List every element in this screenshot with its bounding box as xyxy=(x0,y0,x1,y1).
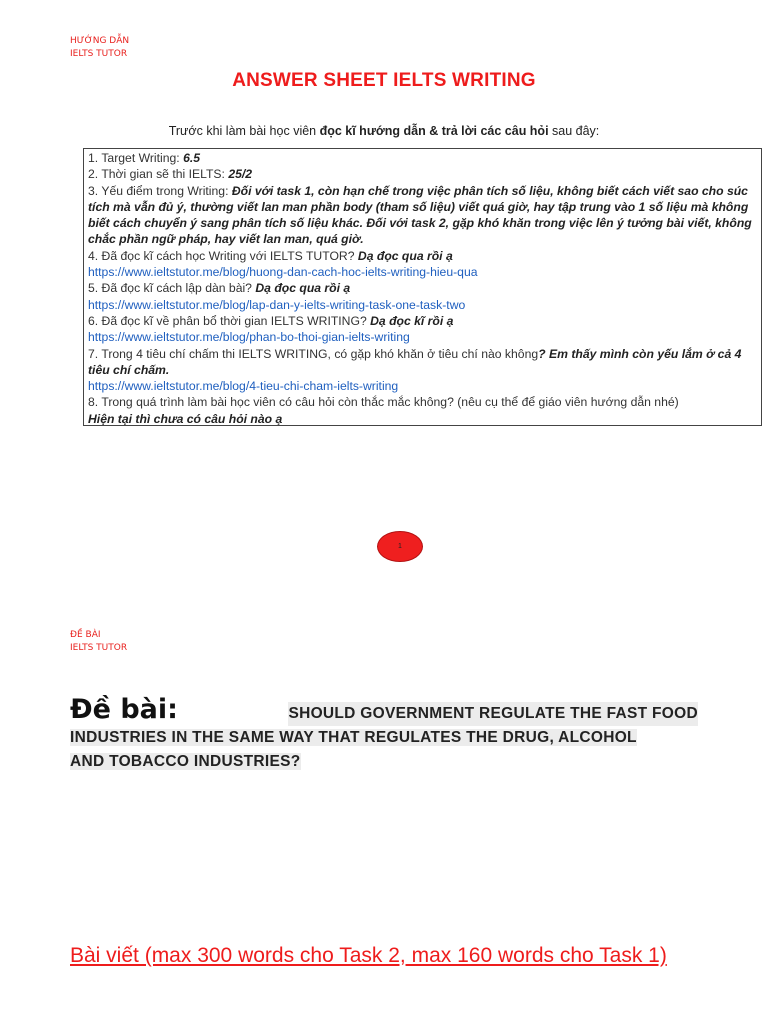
intro-post: sau đây: xyxy=(548,124,600,138)
qa-item-8 xyxy=(88,394,757,410)
topic-question-line1: SHOULD GOVERNMENT REGULATE THE FAST FOOD xyxy=(288,702,698,726)
header-topic-line1: ĐỀ BÀI xyxy=(70,630,101,640)
topic-question-line2: INDUSTRIES IN THE SAME WAY THAT REGULATES THE DRUG, ALCOHOL xyxy=(70,729,637,746)
link-writing-guide[interactable]: https://www.ieltstutor.me/blog/huong-dan-cach-hoc-ielts-writing-hieu-qua xyxy=(88,265,478,280)
question-4: 4. Đã đọc kĩ cách học Writing với IELTS TUTOR? xyxy=(88,248,358,263)
qa-item-2 xyxy=(88,166,757,182)
answer-3[interactable]: Đối với task 1, còn hạn chế trong việc phân tích số liệu, không biết cách viết sao cho súc tích mà vẫn đủ ý, thường viết lan man phần body (tham số liệu) viết quá giờ, hay tập trung vào 1 số liệu mà không biết cách chuyển ý sang phân tích số liệu khác. Đối với task 2, gặp khó khăn trong việc lên ý tưởng bài viết, không chắc phần ngữ pháp, hay viết lan man, quá giờ. xyxy=(88,183,752,247)
answer-4[interactable]: Dạ đọc qua rồi ạ xyxy=(357,248,453,263)
qa-box xyxy=(83,148,762,426)
topic-label: Đề bài: xyxy=(70,694,178,725)
topic-first-line xyxy=(70,694,698,726)
qa-item-1 xyxy=(88,150,757,166)
question-2: 2. Thời gian sẽ thi IELTS: xyxy=(88,167,229,182)
header-guide-line1: HƯỚNG DẪN xyxy=(70,36,130,46)
link-outline-guide[interactable]: https://www.ieltstutor.me/blog/lap-dan-y-ielts-writing-task-one-task-two xyxy=(88,297,466,312)
question-1: 1. Target Writing: xyxy=(88,151,184,165)
header-guide-line2: IELTS TUTOR xyxy=(70,49,128,59)
answer-8[interactable]: Hiện tại thì chưa có câu hỏi nào ạ xyxy=(88,411,283,426)
link-time-allocation[interactable]: https://www.ieltstutor.me/blog/phan-bo-thoi-gian-ielts-writing xyxy=(88,330,410,345)
essay-heading: Bài viết (max 300 words cho Task 2, max 160 words cho Task 1) xyxy=(70,944,667,967)
answer-7[interactable]: ? Em thấy mình còn yếu lắm ở cả 4 tiêu chí chấm. xyxy=(88,346,742,377)
answer-5[interactable]: Dạ đọc qua rồi ạ xyxy=(255,281,351,296)
qa-item-4 xyxy=(88,248,757,264)
answer-6[interactable]: Dạ đọc kĩ rồi ạ xyxy=(370,313,454,328)
topic-question-line3: AND TOBACCO INDUSTRIES? xyxy=(70,753,301,770)
qa-item-7 xyxy=(88,346,757,379)
answer-1[interactable]: 6.5 xyxy=(183,151,201,165)
header-topic-label xyxy=(70,629,127,655)
link-scoring-criteria[interactable]: https://www.ieltstutor.me/blog/4-tieu-chi-cham-ielts-writing xyxy=(88,379,399,394)
question-7: 7. Trong 4 tiêu chí chấm thi IELTS WRITING, có gặp khó khăn ở tiêu chí nào không xyxy=(88,346,539,361)
intro-bold: đọc kĩ hướng dẫn & trả lời các câu hỏi xyxy=(319,124,549,138)
topic-section xyxy=(70,694,698,774)
qa-item-6 xyxy=(88,313,757,329)
question-6: 6. Đã đọc kĩ về phân bổ thời gian IELTS WRITING? xyxy=(88,313,371,328)
header-guide-label xyxy=(70,35,129,61)
header-topic-line2: IELTS TUTOR xyxy=(70,643,128,653)
qa-item-3 xyxy=(88,183,757,248)
question-5: 5. Đã đọc kĩ cách lập dàn bài? xyxy=(88,281,256,296)
intro-text xyxy=(0,124,768,138)
page-number-badge: 1 xyxy=(377,531,423,562)
question-8: 8. Trong quá trình làm bài học viên có câu hỏi còn thắc mắc không? (nêu cụ thể để giáo viên hướng dẫn nhé) xyxy=(88,395,679,410)
answer-2[interactable]: 25/2 xyxy=(228,167,253,182)
qa-item-5 xyxy=(88,280,757,296)
intro-pre: Trước khi làm bài học viên xyxy=(168,124,320,138)
page-title: ANSWER SHEET IELTS WRITING xyxy=(232,70,536,91)
question-3: 3. Yếu điểm trong Writing: xyxy=(88,183,232,198)
